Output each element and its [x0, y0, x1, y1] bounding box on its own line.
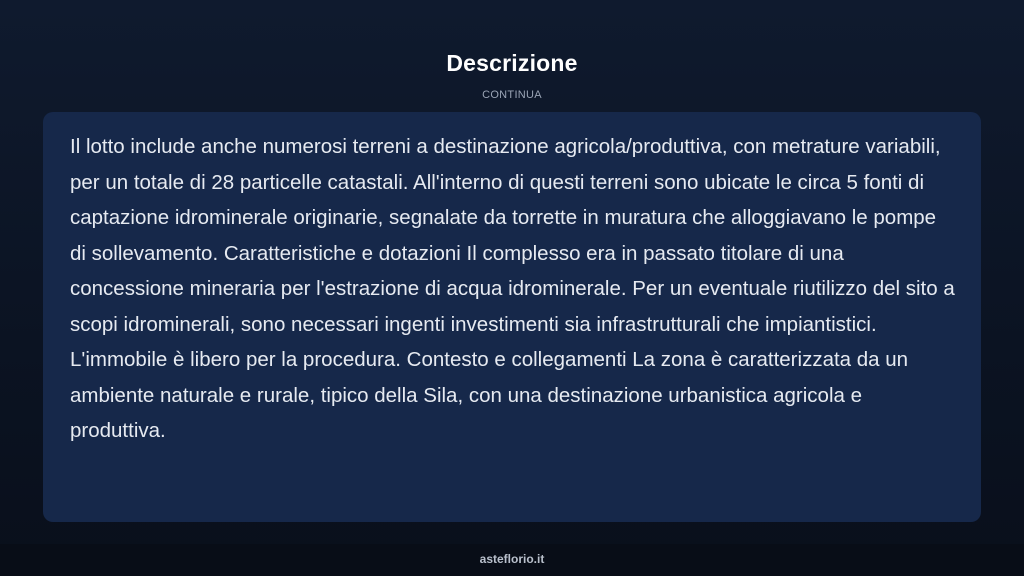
description-card: [43, 112, 981, 522]
page-title: Descrizione: [446, 50, 578, 76]
description-text: Il lotto include anche numerosi terreni a destinazione agricola/produttiva, con metrature variabili, per un totale di 28 particelle catastali. All'interno di questi terreni sono ubicate le circa 5 fonti di captazione idrominerale originarie, segnalate da torrette in muratura che alloggiavano le pompe di sollevamento. Caratteristiche e dotazioni Il complesso era in passato titolare di una concessione mineraria per l'estrazione di acqua idrominerale. Per un eventuale riutilizzo del sito a scopi idrominerali, sono necessari ingenti investimenti sia infrastrutturali che impiantistici. L'immobile è libero per la procedura. Contesto e collegamenti La zona è caratterizzata da un ambiente naturale e rurale, tipico della Sila, con una destinazione urbanistica agricola e produttiva.: [70, 135, 955, 442]
footer-site-label: asteflorio.it: [479, 552, 545, 566]
footer: [0, 544, 1024, 576]
page-subtitle: CONTINUA: [482, 89, 542, 101]
